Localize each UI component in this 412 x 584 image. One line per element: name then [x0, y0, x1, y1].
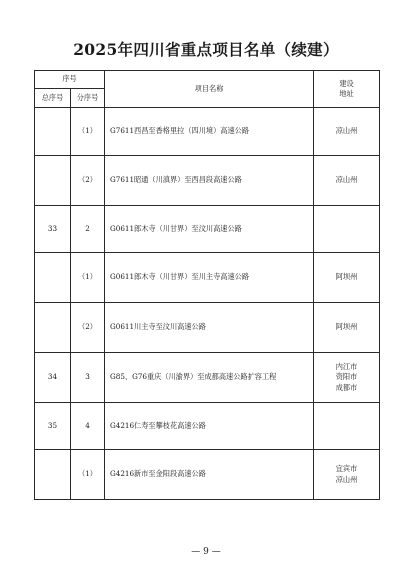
name-header: 项目名称 — [105, 71, 314, 108]
table-row — [35, 206, 380, 253]
location-cell — [314, 206, 380, 253]
location-header-line-1: 建设 — [339, 78, 354, 88]
total-seq-header: 总序号 — [35, 89, 71, 108]
project-name-cell: G0611川主寺至汶川高速公路 — [105, 303, 314, 353]
location-header-line-2: 地址 — [339, 89, 354, 98]
sub-seq-cell: 4 — [71, 403, 105, 450]
project-name-cell: G4216新市至金阳段高速公路 — [105, 450, 314, 500]
location-cell — [314, 253, 380, 303]
sub-seq-cell: （2） — [71, 303, 105, 353]
sub-seq-cell: （1） — [71, 253, 105, 303]
project-name-cell: G0611郎木寺（川甘界）至汶川高速公路 — [105, 206, 314, 253]
sub-seq-cell: （2） — [71, 156, 105, 206]
location-cell — [314, 403, 380, 450]
project-table — [34, 70, 380, 500]
project-name-cell: G0611郎木寺（川甘界）至川主寺高速公路 — [105, 253, 314, 303]
table-row — [35, 450, 380, 500]
seq-header: 序号 — [35, 71, 105, 89]
sub-seq-cell: 2 — [71, 206, 105, 253]
location-line: 凉山州 — [335, 474, 358, 484]
total-seq-cell: 34 — [35, 353, 71, 403]
location-cell — [314, 108, 380, 156]
table-row — [35, 353, 380, 403]
table-row — [35, 303, 380, 353]
total-seq-cell: 35 — [35, 403, 71, 450]
location-line: 凉山州 — [335, 126, 358, 136]
location-cell — [314, 353, 380, 403]
total-seq-cell — [35, 108, 71, 156]
location-cell — [314, 156, 380, 206]
location-line: 宜宾市 — [335, 464, 358, 474]
document-title: 2025年四川省重点项目名单（续建） — [73, 40, 339, 59]
project-name-cell: G7611西昌至香格里拉（四川境）高速公路 — [105, 108, 314, 156]
location-header — [314, 71, 380, 108]
location-line: 凉山州 — [335, 175, 358, 185]
table-row — [35, 403, 380, 450]
location-line: 阿坝州 — [335, 272, 358, 282]
location-line: 内江市 — [335, 361, 358, 371]
table-row — [35, 156, 380, 206]
table-row — [35, 108, 380, 156]
total-seq-cell — [35, 253, 71, 303]
project-name-cell: G85、G76重庆（川渝界）至成都高速公路扩容工程 — [105, 353, 314, 403]
sub-seq-header: 分序号 — [71, 89, 105, 108]
sub-seq-cell: 3 — [71, 353, 105, 403]
location-cell — [314, 303, 380, 353]
project-name-cell: G4216仁寿至攀枝花高速公路 — [105, 403, 314, 450]
project-name-cell: G7611昭通（川滇界）至西昌段高速公路 — [105, 156, 314, 206]
sub-seq-cell: （1） — [71, 108, 105, 156]
location-line: 资阳市 — [335, 372, 358, 382]
location-line: 成都市 — [335, 382, 358, 392]
page-number: — 9 — — [191, 547, 221, 557]
location-line: 阿坝州 — [335, 322, 358, 332]
total-seq-cell — [35, 156, 71, 206]
header-row-top — [35, 71, 380, 89]
table-row — [35, 253, 380, 303]
location-cell — [314, 450, 380, 500]
total-seq-cell — [35, 450, 71, 500]
total-seq-cell: 33 — [35, 206, 71, 253]
sub-seq-cell: （1） — [71, 450, 105, 500]
total-seq-cell — [35, 303, 71, 353]
